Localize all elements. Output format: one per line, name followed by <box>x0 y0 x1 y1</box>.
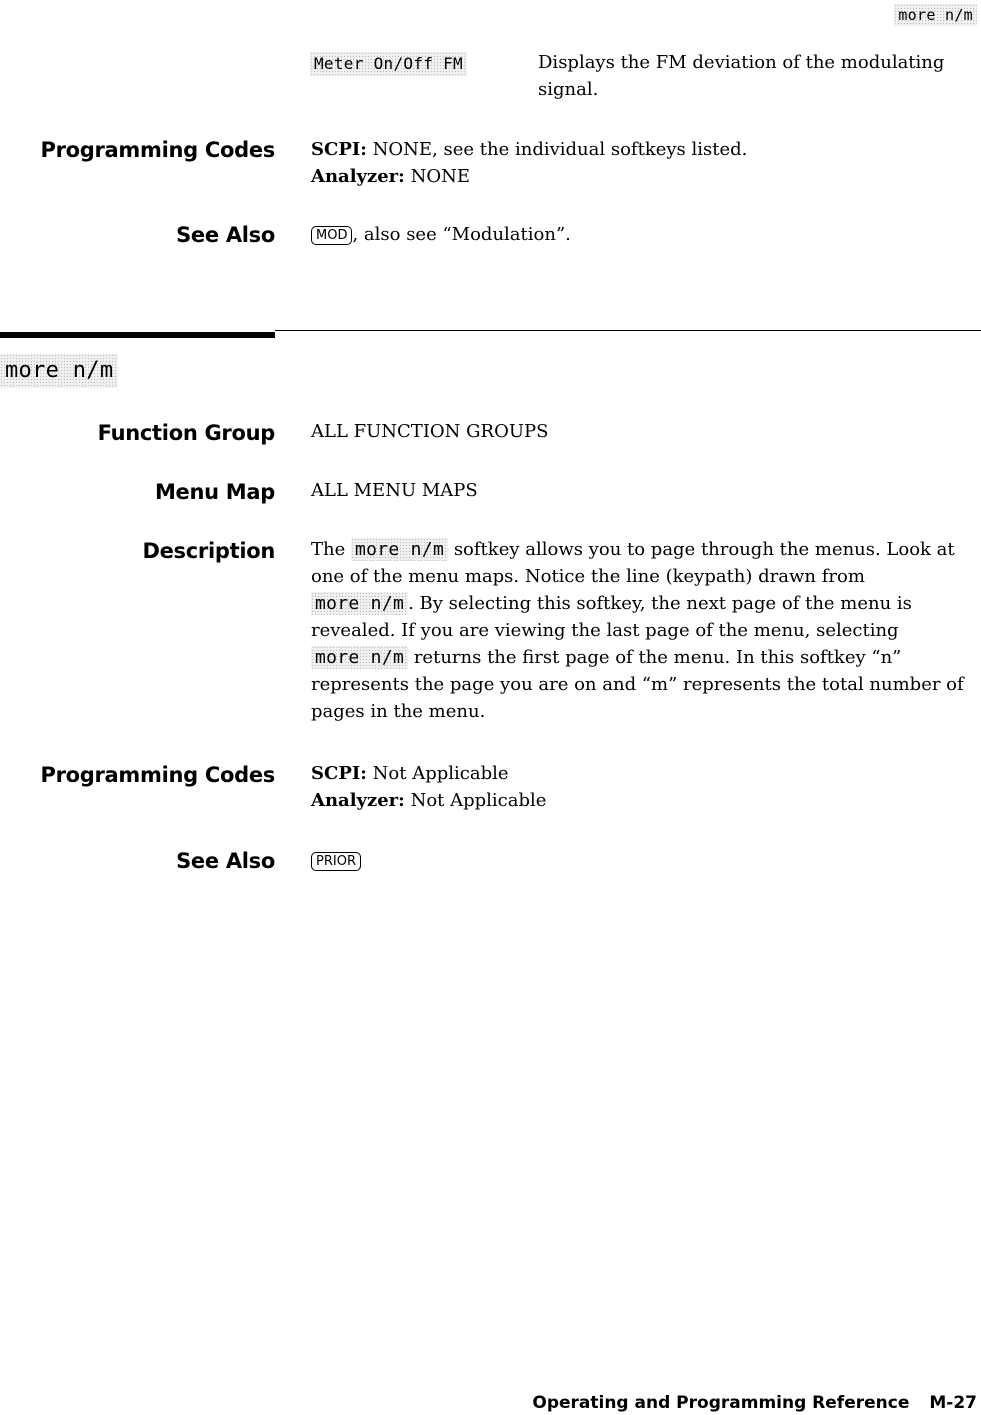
more-nm-softkey: more n/m <box>311 592 408 615</box>
analyzer-label: Analyzer: <box>311 166 405 187</box>
section-rule-thick <box>0 332 275 338</box>
header-softkey: more n/m <box>894 4 977 26</box>
footer-title: Operating and Programming Reference <box>532 1393 910 1413</box>
see-also-label: See Also <box>176 849 275 873</box>
description-text: The more n/m softkey allows you to page through the menus. Look at one of the menu maps. Notice the line (keypath) drawn from more n/m . By selecting this softkey, the next page of the menu is revealed. If you are viewing the last page of the menu, selecting more n/m returns the ﬁrst page of the menu. In this softkey “n” represents the page you are on and “m” represents the total number of pages in the menu. <box>311 539 964 722</box>
scpi-label: SCPI: <box>311 139 367 160</box>
more-nm-softkey: more n/m <box>351 538 448 561</box>
menu-map-label: Menu Map <box>154 480 275 504</box>
see-also <box>311 847 361 874</box>
programming-codes-label: Programming Codes <box>40 763 275 787</box>
section-rule-thin <box>275 330 981 331</box>
menu-map-value: ALL MENU MAPS <box>311 480 478 501</box>
analyzer-value: NONE <box>410 166 470 187</box>
analyzer-label: Analyzer: <box>311 790 405 811</box>
meter-description: Displays the FM deviation of the modulating signal. <box>538 52 945 100</box>
page-number: M-27 <box>929 1393 977 1413</box>
function-group-label: Function Group <box>97 421 275 445</box>
page-footer <box>532 1393 977 1413</box>
prior-key: PRIOR <box>311 852 361 871</box>
scpi-value: NONE, see the individual softkeys listed. <box>372 139 748 160</box>
mod-key: MOD <box>311 226 352 245</box>
entry-title-softkey: more n/m <box>0 354 118 388</box>
scpi-label: SCPI: <box>311 763 367 784</box>
meter-onoff-fm-softkey: Meter On/Off FM <box>310 52 467 76</box>
top-see-also <box>311 221 971 248</box>
see-also-text: , also see “Modulation”. <box>352 224 571 245</box>
top-programming-codes-label: Programming Codes <box>40 138 275 162</box>
function-group-value: ALL FUNCTION GROUPS <box>311 421 549 442</box>
more-nm-softkey: more n/m <box>311 646 408 669</box>
top-see-also-label: See Also <box>176 223 275 247</box>
programming-codes <box>311 760 971 814</box>
scpi-value: Not Applicable <box>372 763 509 784</box>
description-label: Description <box>142 539 275 563</box>
analyzer-value: Not Applicable <box>410 790 547 811</box>
top-programming-codes <box>311 136 971 190</box>
